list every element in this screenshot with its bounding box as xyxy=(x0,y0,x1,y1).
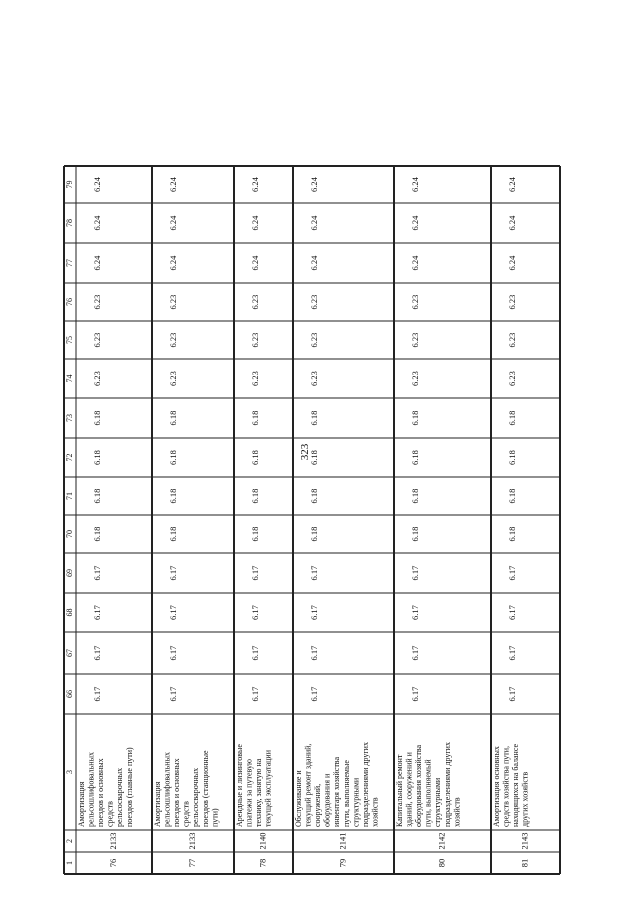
cell-description-line: поездов и основных xyxy=(96,758,106,827)
cell-value: 6.23 xyxy=(249,371,260,386)
cell-description-line: других хозяйств xyxy=(520,771,530,827)
cell-value: 6.23 xyxy=(506,294,517,310)
cell-value: 6.24 xyxy=(249,255,260,271)
cell-value: 6.23 xyxy=(167,294,178,310)
cell-value: 6.24 xyxy=(308,215,319,231)
rotated-table-grid xyxy=(64,166,560,874)
cell-description-line: зданий, сооружений и xyxy=(404,752,414,827)
cell-value: 6.24 xyxy=(167,177,178,192)
header-col-66: 66 xyxy=(64,690,74,698)
cell-value: 6.17 xyxy=(506,645,517,661)
cell-value: 6.18 xyxy=(91,410,102,426)
cell-value: 6.18 xyxy=(91,488,102,504)
cell-description-line: рельсошлифовальных xyxy=(162,752,172,827)
cell-value: 6.18 xyxy=(91,450,102,465)
header-col-69: 69 xyxy=(64,569,74,577)
data-table xyxy=(64,166,560,874)
header-col-77: 77 xyxy=(64,259,74,267)
cell-value: 6.23 xyxy=(167,371,178,386)
cell-value: 6.17 xyxy=(167,565,178,581)
cell-description-line: пути, выполняемый xyxy=(423,759,433,827)
header-col-73: 73 xyxy=(64,414,74,422)
cell-value: 6.24 xyxy=(506,177,517,192)
cell-value: 6.18 xyxy=(249,526,260,542)
cell-value: 6.24 xyxy=(91,215,102,231)
cell-row-no: 79 xyxy=(337,858,348,868)
cell-value: 6.17 xyxy=(308,645,319,661)
cell-description-line: подразделениями других xyxy=(442,742,452,827)
cell-value: 6.23 xyxy=(409,294,420,310)
cell-value: 6.24 xyxy=(409,177,420,192)
cell-description-line: текущей эксплуатации xyxy=(263,750,273,827)
cell-value: 6.23 xyxy=(308,371,319,386)
cell-value: 6.23 xyxy=(409,332,420,348)
header-col-72: 72 xyxy=(64,453,74,462)
header-col-row-no: 1 xyxy=(64,861,74,865)
cell-value: 6.17 xyxy=(409,686,420,702)
cell-value: 6.24 xyxy=(308,177,319,192)
cell-value: 6.18 xyxy=(409,450,420,465)
cell-value: 6.23 xyxy=(91,294,102,310)
cell-code: 2142 xyxy=(436,832,447,850)
cell-value: 6.17 xyxy=(91,686,102,702)
cell-description-line: подразделениями других xyxy=(361,742,371,827)
page-number: 323 xyxy=(299,443,311,461)
header-col-67: 67 xyxy=(64,649,74,657)
cell-value: 6.23 xyxy=(506,332,517,348)
header-col-75: 75 xyxy=(64,336,74,344)
header-col-68: 68 xyxy=(64,608,74,617)
cell-description-line: хозяйств xyxy=(370,797,380,827)
cell-description-line: Арендные и лизинговые xyxy=(234,744,244,827)
cell-description-line: рельсосварочных xyxy=(191,767,201,827)
cell-description-line: Амортизация xyxy=(152,781,162,827)
cell-description-line: пути) xyxy=(210,808,220,827)
cell-row-no: 78 xyxy=(257,858,268,868)
cell-value: 6.17 xyxy=(506,686,517,702)
cell-description-line: оборудования и xyxy=(322,773,332,827)
header-col-70: 70 xyxy=(64,530,74,538)
cell-value: 6.18 xyxy=(167,450,178,465)
cell-value: 6.23 xyxy=(308,294,319,310)
cell-value: 6.24 xyxy=(91,255,102,271)
cell-row-no: 77 xyxy=(186,858,197,868)
header-col-name: 3 xyxy=(64,770,74,774)
cell-value: 6.23 xyxy=(249,294,260,310)
cell-value: 6.18 xyxy=(91,526,102,542)
cell-description-line: пути, выполняемые xyxy=(341,760,351,827)
cell-value: 6.17 xyxy=(249,645,260,661)
cell-description-line: средств хозяйства пути, xyxy=(501,745,511,827)
cell-value: 6.17 xyxy=(409,645,420,661)
cell-value: 6.18 xyxy=(506,410,517,426)
cell-value: 6.18 xyxy=(506,488,517,504)
cell-row-no: 76 xyxy=(107,858,118,868)
header-col-78: 78 xyxy=(64,219,74,227)
cell-value: 6.17 xyxy=(506,605,517,620)
cell-value: 6.17 xyxy=(167,605,178,620)
cell-description-line: поездов и основных xyxy=(172,758,182,827)
cell-code: 2133 xyxy=(107,832,118,850)
header-col-76: 76 xyxy=(64,298,74,306)
cell-value: 6.18 xyxy=(409,410,420,426)
cell-value: 6.23 xyxy=(249,332,260,348)
cell-description-line: технику, занятую на xyxy=(254,758,264,827)
cell-description-line: оборудования хозяйства xyxy=(414,744,424,827)
cell-value: 6.23 xyxy=(308,332,319,348)
cell-description-line: Капитальный ремонт xyxy=(394,754,404,827)
cell-value: 6.18 xyxy=(308,488,319,504)
cell-description-line: рельсосварочных xyxy=(115,767,125,827)
cell-code: 2141 xyxy=(337,832,348,850)
cell-code: 2140 xyxy=(257,832,268,850)
cell-value: 6.17 xyxy=(167,645,178,661)
cell-value: 6.18 xyxy=(506,526,517,542)
cell-value: 6.24 xyxy=(249,177,260,192)
cell-value: 6.17 xyxy=(167,686,178,702)
cell-value: 6.17 xyxy=(308,605,319,620)
cell-value: 6.18 xyxy=(249,488,260,504)
cell-description-line: сооружений, xyxy=(313,783,323,827)
cell-code: 2143 xyxy=(519,832,530,850)
header-col-71: 71 xyxy=(64,492,74,500)
cell-value: 6.17 xyxy=(308,686,319,702)
cell-description-line: поездов (станционные xyxy=(200,750,210,827)
cell-value: 6.24 xyxy=(249,215,260,231)
cell-description-line: Амортизация xyxy=(76,781,86,827)
cell-value: 6.18 xyxy=(167,488,178,504)
cell-row-no: 81 xyxy=(519,858,530,868)
cell-value: 6.23 xyxy=(91,332,102,348)
cell-value: 6.24 xyxy=(167,255,178,271)
cell-description-line: платежи за путевую xyxy=(244,759,254,827)
cell-value: 6.18 xyxy=(308,526,319,542)
cell-value: 6.23 xyxy=(91,371,102,386)
header-col-74: 74 xyxy=(64,374,74,383)
cell-value: 6.24 xyxy=(409,215,420,231)
cell-value: 6.18 xyxy=(506,450,517,465)
cell-description-line: средств xyxy=(105,801,115,827)
cell-value: 6.17 xyxy=(308,565,319,581)
cell-value: 6.18 xyxy=(409,488,420,504)
cell-value: 6.17 xyxy=(91,645,102,661)
cell-value: 6.18 xyxy=(167,526,178,542)
cell-description-line: поездов (главные пути) xyxy=(124,747,134,827)
cell-description-line: Обслуживание и xyxy=(293,770,303,827)
cell-description-line: текущий ремонт зданий, xyxy=(303,743,313,827)
cell-value: 6.17 xyxy=(249,605,260,620)
cell-value: 6.18 xyxy=(167,410,178,426)
cell-value: 6.24 xyxy=(308,255,319,271)
cell-value: 6.23 xyxy=(167,332,178,348)
cell-description-line: находящихся на балансе xyxy=(511,743,521,827)
cell-code: 2133 xyxy=(186,832,197,850)
header-col-code: 2 xyxy=(64,839,74,843)
cell-value: 6.18 xyxy=(249,410,260,426)
cell-description-line: структурными xyxy=(433,777,443,827)
cell-description-line: рельсошлифовальных xyxy=(86,752,96,827)
cell-value: 6.17 xyxy=(91,565,102,581)
cell-value: 6.18 xyxy=(249,450,260,465)
cell-value: 6.18 xyxy=(409,526,420,542)
cell-value: 6.17 xyxy=(409,605,420,620)
cell-description-line: средств xyxy=(181,801,191,827)
cell-value: 6.24 xyxy=(167,215,178,231)
cell-value: 6.17 xyxy=(249,686,260,702)
cell-value: 6.24 xyxy=(506,215,517,231)
cell-value: 6.18 xyxy=(308,410,319,426)
cell-value: 6.23 xyxy=(409,371,420,386)
cell-description-line: хозяйств xyxy=(452,797,462,827)
cell-value: 6.17 xyxy=(91,605,102,620)
cell-value: 6.18 xyxy=(308,450,319,465)
cell-description-line: структурными xyxy=(351,777,361,827)
cell-value: 6.24 xyxy=(409,255,420,271)
cell-description-line: Амортизация основных xyxy=(491,746,501,827)
cell-value: 6.23 xyxy=(506,371,517,386)
cell-description-line: инвентаря хозяйства xyxy=(332,756,342,827)
cell-value: 6.17 xyxy=(506,565,517,581)
cell-value: 6.24 xyxy=(506,255,517,271)
cell-row-no: 80 xyxy=(436,858,447,868)
header-col-79: 79 xyxy=(64,180,74,189)
cell-value: 6.17 xyxy=(249,565,260,581)
cell-value: 6.24 xyxy=(91,177,102,192)
cell-value: 6.17 xyxy=(409,565,420,581)
